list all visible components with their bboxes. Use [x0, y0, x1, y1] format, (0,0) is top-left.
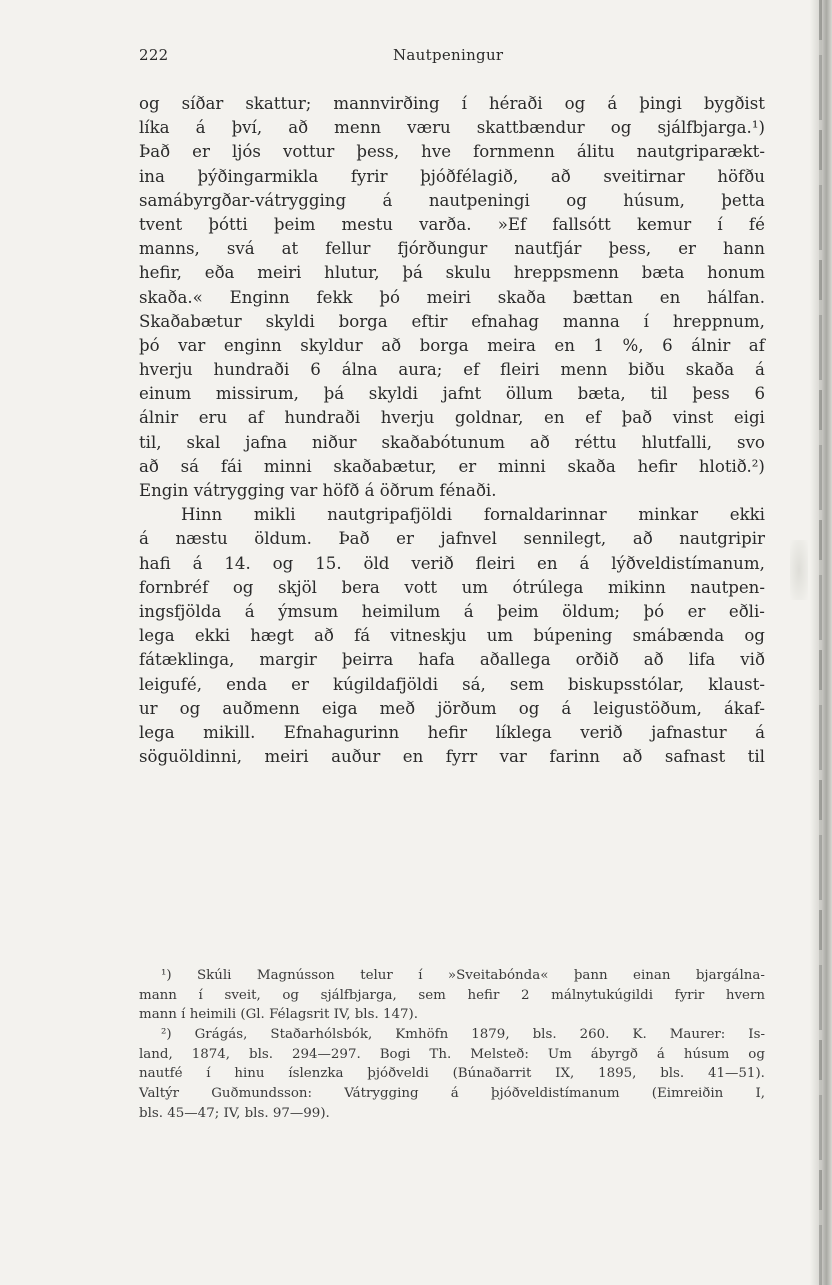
footnote-line: mann í sveit, og sjálfbjarga, sem hefir 2 málnytukúgildi fyrir hvern	[139, 987, 765, 1003]
text-line: álnir eru af hundraði hverju goldnar, en ef það vinst eigi	[139, 408, 765, 428]
text-line: fátæklinga, margir þeirra hafa aðallega orðið að lifa við	[139, 650, 765, 670]
paper-stain	[790, 540, 808, 600]
text-line: Skaðabætur skyldi borga eftir efnahag manna í hreppnum,	[139, 311, 765, 331]
text-line: ingsfjölda á ýmsum heimilum á þeim öldum; þó er eðli-	[139, 601, 765, 621]
text-line: Engin vátrygging var höfð á öðrum fénaði.	[139, 481, 497, 500]
text-line: söguöldinni, meiri auður en fyrr var farinn að safnast til	[139, 747, 765, 767]
text-line: hverju hundraði 6 álna aura; ef fleiri menn biðu skaða á	[139, 360, 765, 380]
text-line: hefir, eða meiri hlutur, þá skulu hreppsmenn bæta honum	[139, 263, 765, 283]
text-line: ur og auðmenn eiga með jörðum og á leigustöðum, ákaf-	[139, 698, 765, 718]
footnote-line: ¹) Skúli Magnússon telur í »Sveitabónda« þann einan bjargálna-	[161, 968, 765, 983]
text-line: ina þýðingarmikla fyrir þjóðfélagið, að sveitirnar höfðu	[139, 166, 765, 186]
text-line: manns, svá at fellur fjórðungur nautfjár þess, er hann	[139, 239, 765, 259]
text-line: hafi á 14. og 15. öld verið fleiri en á lýðveldistímanum,	[139, 553, 765, 573]
binding-edge-strip	[819, 0, 822, 1285]
text-line: lega ekki hægt að fá vitneskju um búpening smábænda og	[139, 626, 765, 646]
text-line: á næstu öldum. Það er jafnvel sennilegt, að nautgripir	[139, 529, 765, 549]
footnote-line: land, 1874, bls. 294—297. Bogi Th. Melsteð: Um ábyrgð á húsum og	[139, 1046, 765, 1062]
text-line: að sá fái minni skaðabætur, er minni skaða hefir hlotið.²)	[139, 456, 765, 476]
text-line: og síðar skattur; mannvirðing í héraði og á þingi bygðist	[139, 94, 765, 113]
text-line: Það er ljós vottur þess, hve fornmenn álitu nautgriparækt-	[139, 142, 765, 162]
text-line: skaða.« Enginn fekk þó meiri skaða bættan en hálfan.	[139, 287, 765, 307]
text-line: einum missirum, þá skyldi jafnt öllum bæta, til þess 6	[139, 384, 765, 404]
footnote-line: ²) Grágás, Staðarhólsbók, Kmhöfn 1879, bls. 260. K. Maurer: Is-	[161, 1027, 765, 1043]
text-line: Hinn mikli nautgripafjöldi fornaldarinnar minkar ekki	[181, 505, 765, 525]
page-header	[139, 46, 779, 72]
text-line: fornbréf og skjöl bera vott um ótrúlega mikinn nautpen-	[139, 577, 765, 597]
page-number: 222	[139, 46, 169, 64]
footnote-line: nautfé í hinu íslenzka þjóðveldi (Búnaðarrit IX, 1895, bls. 41—51).	[139, 1066, 765, 1082]
footnotes	[139, 966, 765, 1124]
text-line: tvent þótti þeim mestu varða. »Ef fallsótt kemur í fé	[139, 214, 765, 234]
footnote-line: Valtýr Guðmundsson: Vátrygging á þjóðveldistímanum (Eimreiðin I,	[139, 1086, 765, 1102]
text-line: lega mikill. Efnahagurinn hefir líklega verið jafnastur á	[139, 722, 765, 742]
footnote-line: bls. 45—47; IV, bls. 97—99).	[139, 1105, 330, 1121]
body-text	[139, 92, 765, 769]
text-line: leigufé, enda er kúgildafjöldi sá, sem biskupsstólar, klaust-	[139, 674, 765, 694]
text-line: samábyrgðar-vátrygging á nautpeningi og húsum, þetta	[139, 190, 765, 210]
running-title: Nautpeningur	[393, 46, 504, 64]
footnote-line: mann í heimili (Gl. Félagsrit IV, bls. 147).	[139, 1007, 418, 1023]
text-line: þó var enginn skyldur að borga meira en 1 %, 6 álnir af	[139, 335, 765, 355]
text-line: líka á því, að menn væru skattbændur og sjálfbjarga.¹)	[139, 118, 765, 138]
text-line: til, skal jafna niður skaðabótunum að réttu hlutfalli, svo	[139, 432, 765, 452]
